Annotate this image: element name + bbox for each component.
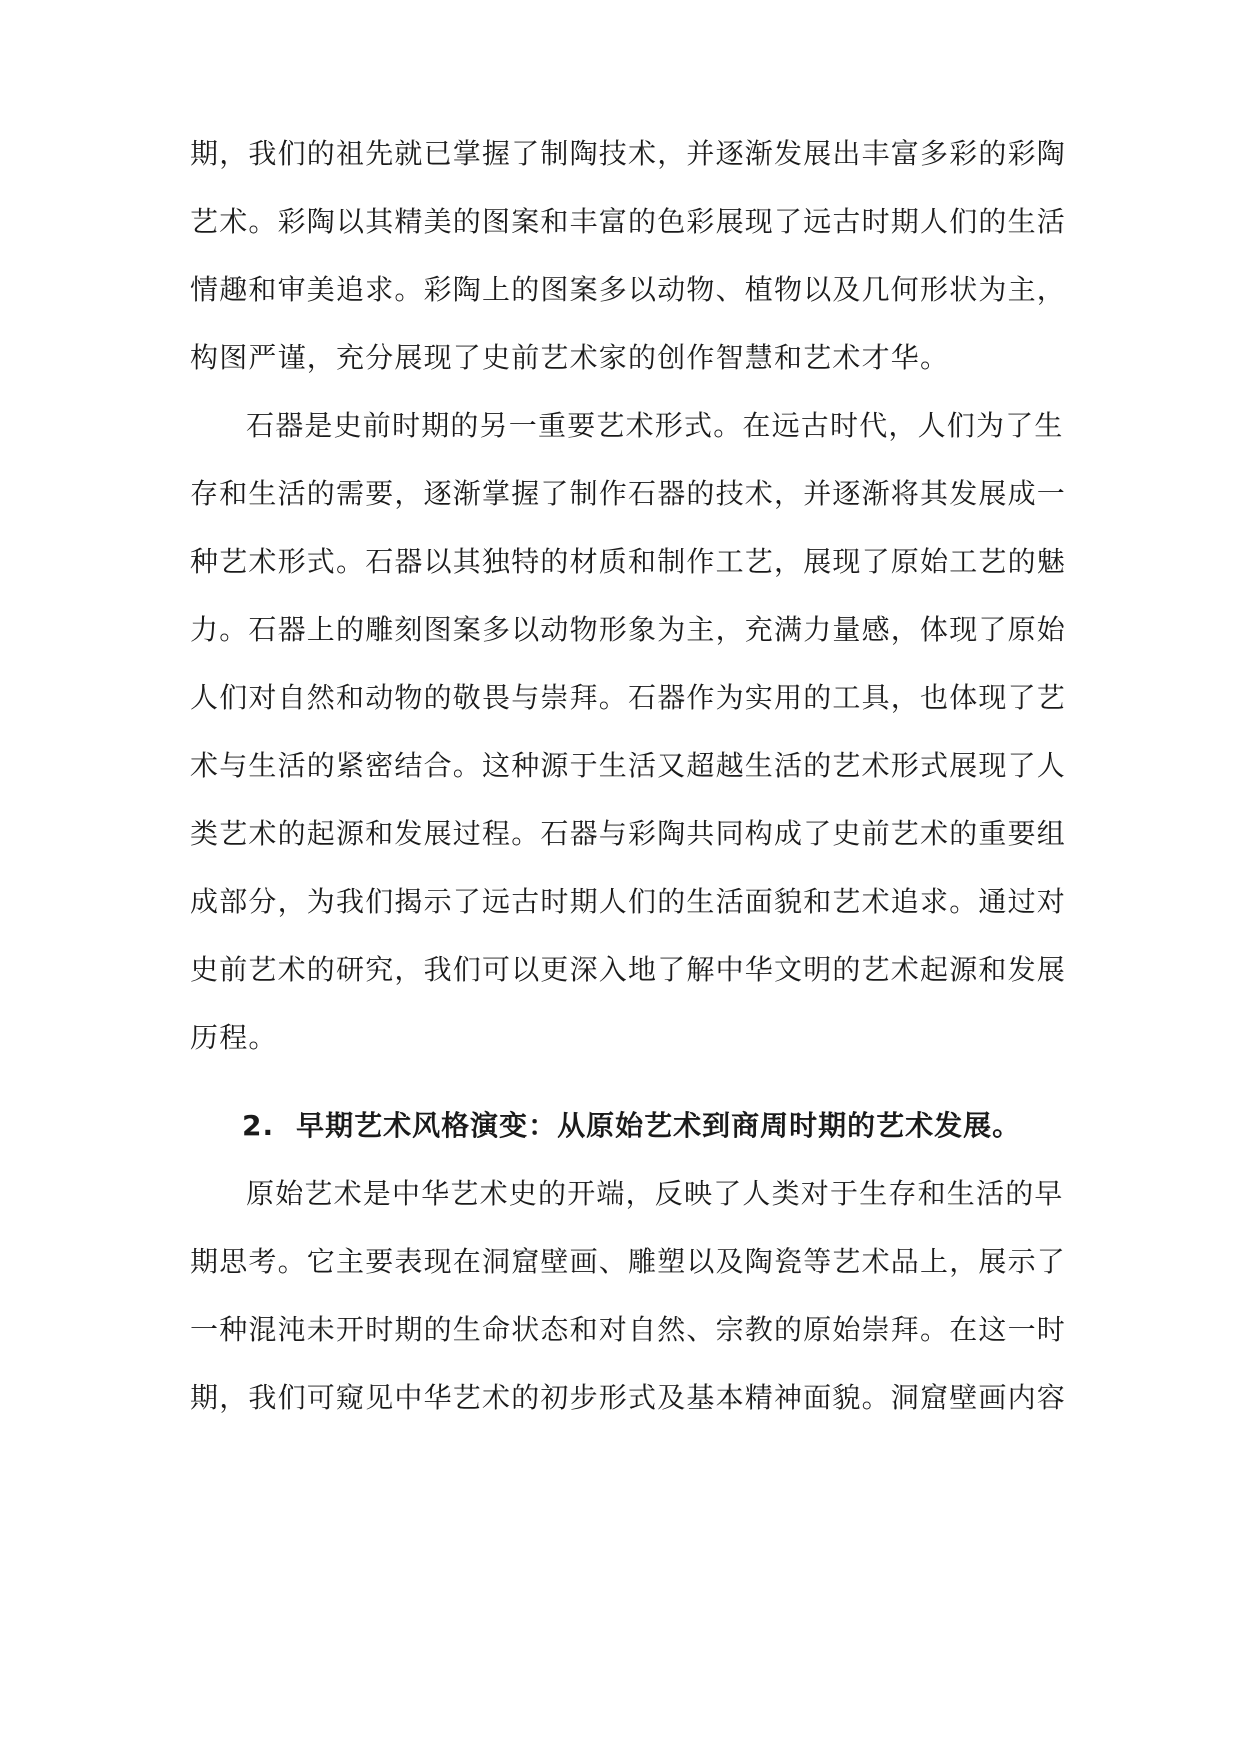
section-heading xyxy=(242,1106,1021,1146)
paragraph-line: 期，我们的祖先就已掌握了制陶技术，并逐渐发展出丰富多彩的彩陶 xyxy=(190,137,1067,170)
paragraph-line: 情趣和审美追求。彩陶上的图案多以动物、植物以及几何形状为主， xyxy=(190,273,1067,306)
paragraph-line: 历程。 xyxy=(190,1021,278,1054)
paragraph-line: 原始艺术是中华艺术史的开端，反映了人类对于生存和生活的早 xyxy=(246,1177,1064,1210)
paragraph-line: 期思考。它主要表现在洞窟壁画、雕塑以及陶瓷等艺术品上，展示了 xyxy=(190,1245,1067,1278)
paragraph-line: 一种混沌未开时期的生命状态和对自然、宗教的原始崇拜。在这一时 xyxy=(190,1313,1067,1346)
paragraph-line: 构图严谨，充分展现了史前艺术家的创作智慧和艺术才华。 xyxy=(190,341,950,374)
paragraph-line: 期，我们可窥见中华艺术的初步形式及基本精神面貌。洞窟壁画内容 xyxy=(190,1381,1067,1414)
section-number: 2. xyxy=(242,1109,275,1142)
section-title: 早期艺术风格演变：从原始艺术到商周时期的艺术发展。 xyxy=(296,1109,1022,1142)
paragraph-line: 石器是史前时期的另一重要艺术形式。在远古时代，人们为了生 xyxy=(246,409,1064,442)
paragraph-line: 艺术。彩陶以其精美的图案和丰富的色彩展现了远古时期人们的生活 xyxy=(190,205,1067,238)
paragraph-line: 种艺术形式。石器以其独特的材质和制作工艺，展现了原始工艺的魅 xyxy=(190,545,1067,578)
paragraph-line: 存和生活的需要，逐渐掌握了制作石器的技术，并逐渐将其发展成一 xyxy=(190,477,1067,510)
paragraph-line: 人们对自然和动物的敬畏与崇拜。石器作为实用的工具，也体现了艺 xyxy=(190,681,1067,714)
paragraph-line: 史前艺术的研究，我们可以更深入地了解中华文明的艺术起源和发展 xyxy=(190,953,1067,986)
paragraph-line: 类艺术的起源和发展过程。石器与彩陶共同构成了史前艺术的重要组 xyxy=(190,817,1067,850)
paragraph-line: 术与生活的紧密结合。这种源于生活又超越生活的艺术形式展现了人 xyxy=(190,749,1067,782)
paragraph-line: 力。石器上的雕刻图案多以动物形象为主，充满力量感，体现了原始 xyxy=(190,613,1067,646)
paragraph-line: 成部分，为我们揭示了远古时期人们的生活面貌和艺术追求。通过对 xyxy=(190,885,1067,918)
